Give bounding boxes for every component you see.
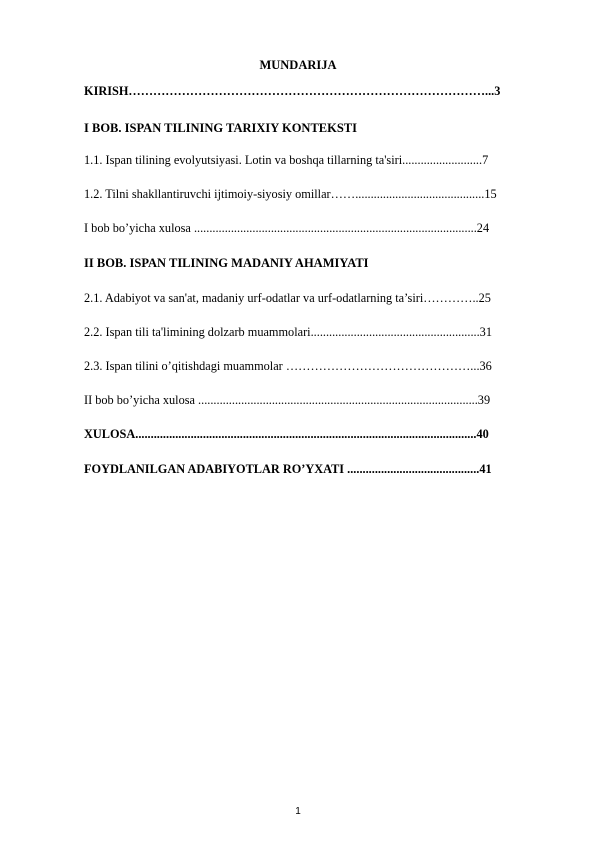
toc-entry-1-2 (84, 186, 544, 202)
toc-title: MUNDARIJA (259, 58, 337, 72)
toc-entry-text: 2.1. Adabiyot va san'at, madaniy urf-odatlar va urf-odatlarning ta’siri…………..25 (84, 291, 491, 305)
toc-entry-text: 2.3. Ispan tilini o’qitishdagi muammolar ………………………………………...36 (84, 359, 492, 373)
toc-entry-kirish (84, 83, 544, 99)
toc-chapter-1 (84, 120, 544, 136)
toc-entry-text: 2.2. Ispan tili ta'limining dolzarb muammolari.......................................................31 (84, 325, 492, 339)
toc-entry-2-3 (84, 358, 544, 374)
page-number: 1 (295, 806, 301, 817)
toc-entry-text: 1.2. Tilni shakllantiruvchi ijtimoiy-siyosiy omillar……..........................................15 (84, 187, 497, 201)
toc-entry-text: XULOSA...............................................................................................................40 (84, 427, 489, 441)
toc-entry-1-1 (84, 152, 544, 168)
toc-entry-2-2 (84, 324, 544, 340)
toc-entry-text: FOYDLANILGAN ADABIYOTLAR RO’YXATI ...........................................41 (84, 462, 492, 476)
toc-entry-text: KIRISH……………………………………………………………………………...3 (84, 84, 501, 98)
toc-entry-references (84, 461, 544, 477)
toc-entry-xulosa (84, 426, 544, 442)
toc-entry-2-1 (84, 290, 544, 306)
toc-entry-text: II bob bo’yicha xulosa ...........................................................................................39 (84, 393, 491, 407)
toc-chapter-2 (84, 255, 544, 271)
toc-entry-text: 1.1. Ispan tilining evolyutsiyasi. Lotin va boshqa tillarning ta'siri..........................7 (84, 153, 489, 167)
toc-entry-text: I bob bo’yicha xulosa ............................................................................................24 (84, 221, 490, 235)
toc-chapter-text: II BOB. ISPAN TILINING MADANIY AHAMIYATI (84, 256, 369, 270)
toc-entry-chapter-1-summary (84, 220, 544, 236)
toc-entry-chapter-2-summary (84, 392, 544, 408)
toc-chapter-text: I BOB. ISPAN TILINING TARIXIY KONTEKSTI (84, 121, 357, 135)
